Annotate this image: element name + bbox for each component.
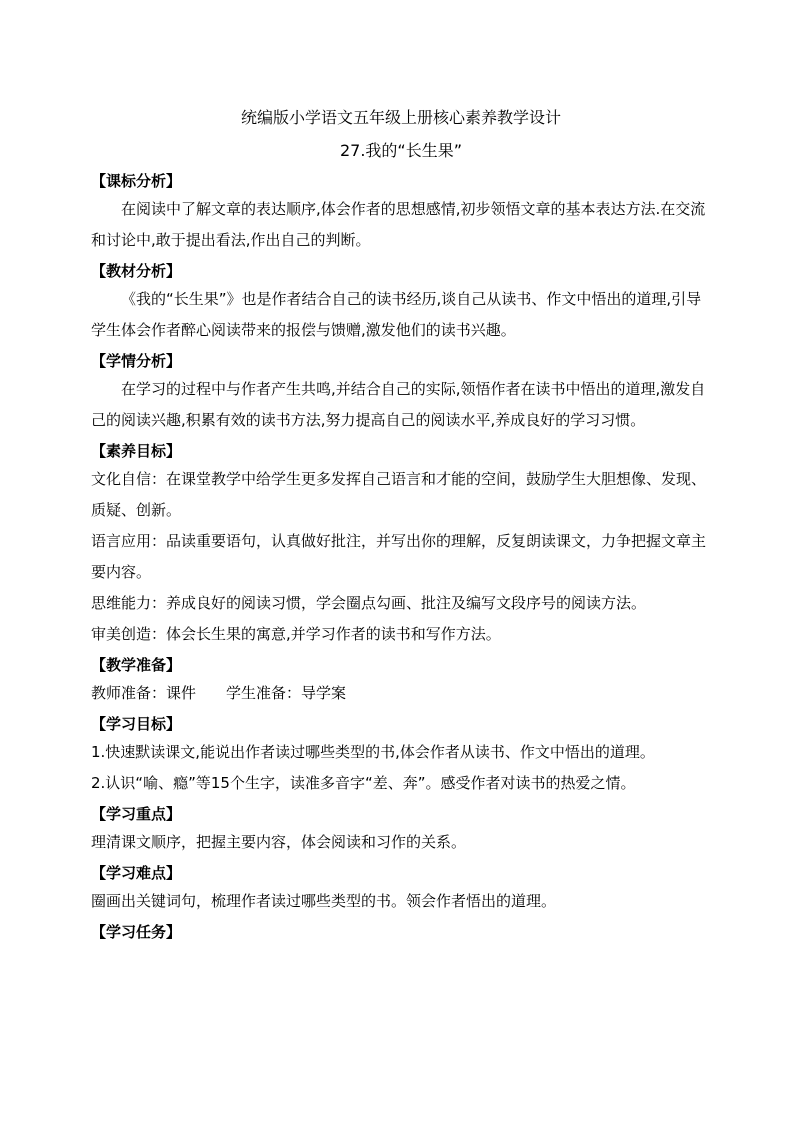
keypoints-text: 理清课文顺序，把握主要内容，体会阅读和习作的关系。	[91, 833, 467, 851]
section-textbook	[91, 258, 711, 346]
section-heading-learners: 【学情分析】	[91, 352, 182, 370]
section-tasks	[91, 919, 711, 945]
document-title: 统编版小学语文五年级上册核心素养教学设计	[240, 108, 561, 127]
section-heading-textbook: 【教材分析】	[91, 262, 182, 280]
section-heading-curriculum: 【课标分析】	[91, 172, 182, 190]
section-heading-tasks: 【学习任务】	[91, 923, 182, 941]
literacy-item: 语言应用：品读重要语句，认真做好批注，并写出你的理解，反复朗读课文，力争把握文章主要内容。	[91, 532, 707, 581]
objective-item: 2.认识“喻、瘾”等15个生字，读准多音字“差、奔”。感受作者对读书的热爱之情。	[91, 774, 636, 792]
literacy-item: 审美创造：体会长生果的寓意,并学习作者的读书和写作方法。	[91, 625, 501, 643]
literacy-item: 思维能力：养成良好的阅读习惯，学会圈点勾画、批注及编写文段序号的阅读方法。	[91, 594, 647, 612]
section-keypoints	[91, 801, 711, 858]
section-heading-objectives: 【学习目标】	[91, 715, 182, 733]
literacy-item: 文化自信：在课堂教学中给学生更多发挥自己语言和才能的空间，鼓励学生大胆想像、发现、质疑、创新。	[91, 470, 707, 519]
curriculum-text: 在阅读中了解文章的表达顺序,体会作者的思想感情,初步领悟文章的基本表达方法.在交流和讨论中,敢于提出看法,作出自己的判断。	[91, 200, 706, 249]
lesson-title: 27.我的“长生果”	[339, 141, 463, 160]
section-preparation	[91, 652, 711, 709]
difficulties-text: 圈画出关键词句，梳理作者读过哪些类型的书。领会作者悟出的道理。	[91, 892, 557, 910]
preparation-text: 教师准备：课件 学生准备：导学案	[91, 684, 347, 702]
section-curriculum	[91, 168, 711, 256]
section-learners	[91, 348, 711, 436]
section-literacy	[91, 438, 711, 650]
section-heading-difficulties: 【学习难点】	[91, 864, 182, 882]
section-objectives	[91, 711, 711, 799]
textbook-text: 《我的“长生果”》也是作者结合自己的读书经历,谈自己从读书、作文中悟出的道理,引导学生体会作者醉心阅读带来的报偿与馈赠,激发他们的读书兴趣。	[91, 290, 702, 339]
document-body	[91, 103, 711, 945]
section-heading-literacy: 【素养目标】	[91, 442, 182, 460]
learners-text: 在学习的过程中与作者产生共鸣,并结合自己的实际,领悟作者在读书中悟出的道理,激发自己的阅读兴趣,积累有效的读书方法,努力提高自己的阅读水平,养成良好的学习习惯。	[91, 380, 706, 429]
section-heading-keypoints: 【学习重点】	[91, 805, 182, 823]
section-difficulties	[91, 860, 711, 917]
objective-item: 1.快速默读课文,能说出作者读过哪些类型的书,体会作者从读书、作文中悟出的道理。	[91, 743, 655, 761]
section-heading-preparation: 【教学准备】	[91, 656, 182, 674]
